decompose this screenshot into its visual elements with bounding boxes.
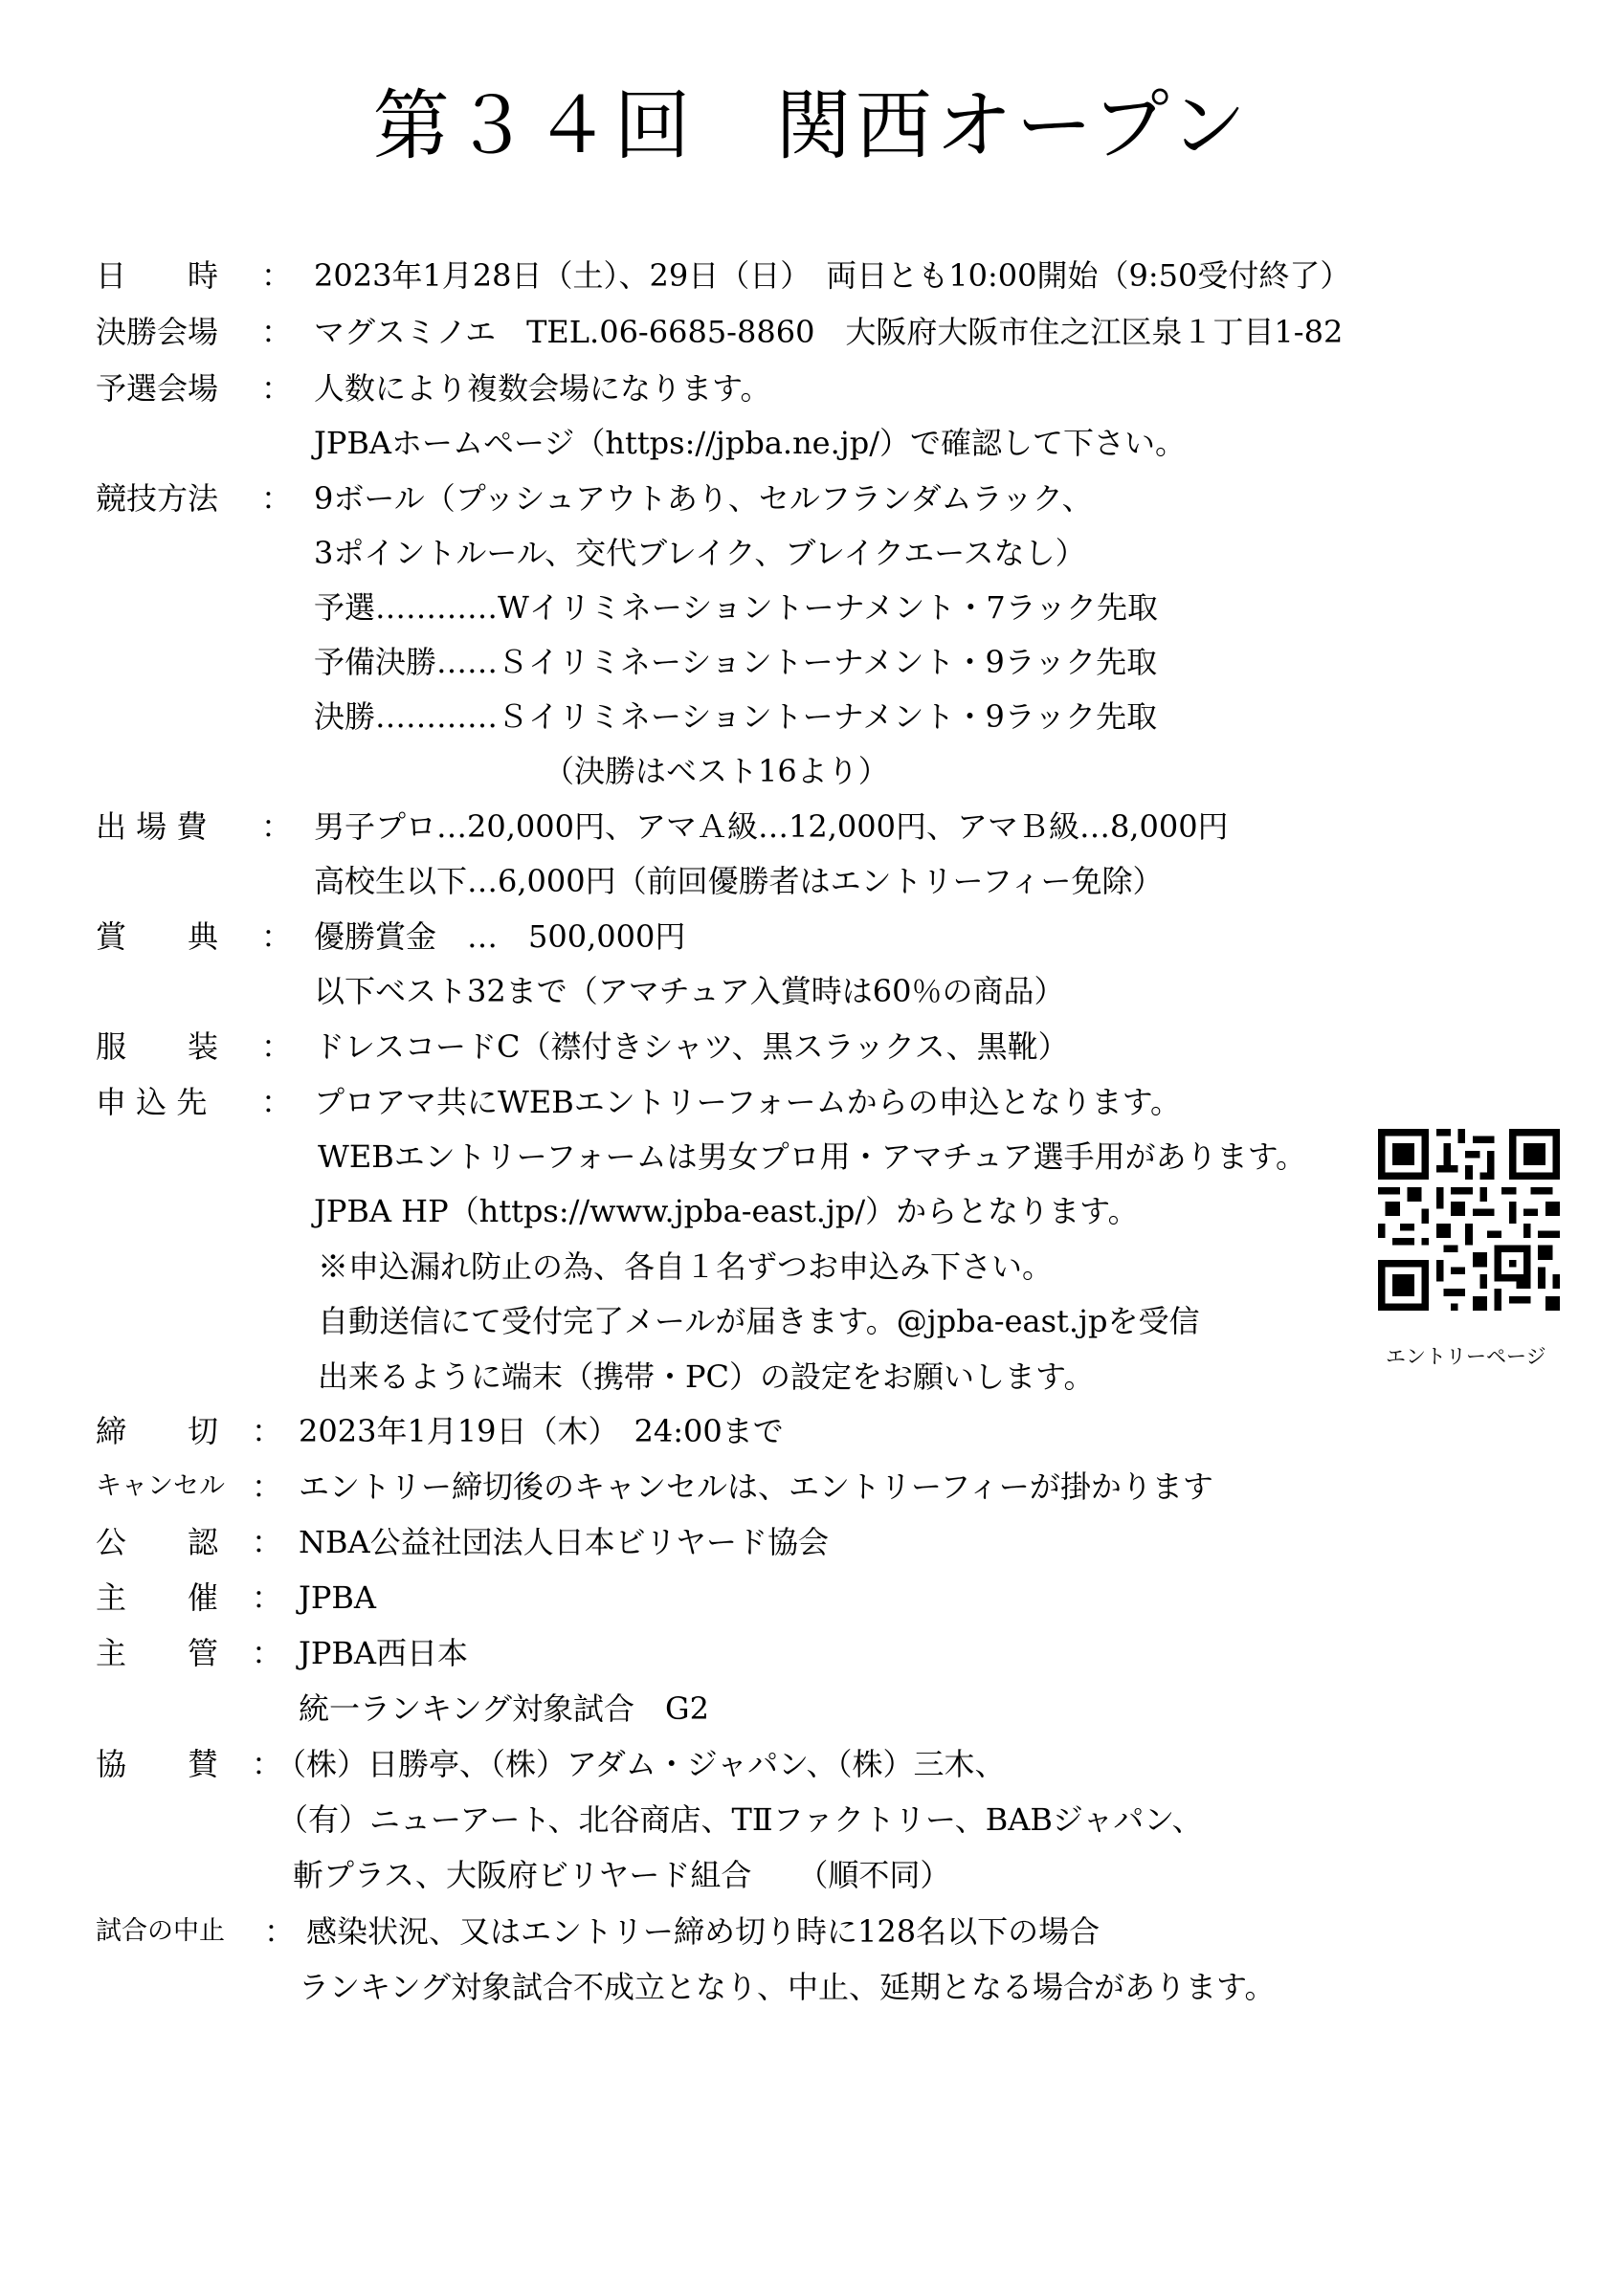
entry-fee-line: 男子プロ…20,000円、アマＡ級…12,000円、アマＢ級…8,000円	[314, 808, 1229, 845]
management-line: JPBA西日本	[299, 1635, 468, 1671]
sponsors-line: （株）日勝亭、（株）アダム・ジャパン、（株）三木、	[276, 1746, 1006, 1782]
competition-format-line: 予備決勝……Ｓイリミネーショントーナメント・9ラック先取	[314, 644, 1158, 680]
dress-code-label: 服 装	[96, 1028, 219, 1065]
sanction-value: NBA公益社団法人日本ビリヤード協会	[299, 1524, 829, 1560]
competition-format-line: 3ポイントルール、交代ブレイク、ブレイクエースなし）	[314, 535, 1086, 571]
qualifying-venue-label: 予選会場	[96, 370, 219, 407]
sponsors-line: 斬プラス、大阪府ビリヤード組合 （順不同）	[293, 1857, 951, 1893]
colon: ：	[252, 1579, 283, 1616]
competition-format-line: 9ボール（プッシュアウトあり、セルフランダムラック、	[314, 480, 1093, 517]
competition-format-line: 決勝…………Ｓイリミネーショントーナメント・9ラック先取	[314, 698, 1158, 735]
qr-code-icon[interactable]	[1378, 1129, 1560, 1311]
qualifying-venue-line: JPBAホームページ（https://jpba.ne.jp/）で確認して下さい。	[314, 425, 1186, 461]
entry-fee-label: 出 場 費	[96, 808, 208, 845]
match-cancellation-line: ランキング対象試合不成立となり、中止、延期となる場合があります。	[299, 1969, 1276, 2005]
dress-code-value: ドレスコードC（襟付きシャツ、黒スラックス、黒靴）	[314, 1028, 1069, 1065]
sanction-label: 公 認	[96, 1524, 219, 1560]
organizer-value: JPBA	[299, 1579, 376, 1616]
colon: ：	[261, 1028, 293, 1065]
application-line: ※申込漏れ防止の為、各自１名ずつお申込み下さい。	[318, 1248, 1054, 1285]
final-venue-value: マグスミノエ TEL.06-6685-8860 大阪府大阪市住之江区泉１丁目1-82	[314, 314, 1344, 350]
competition-format-label: 競技方法	[96, 480, 219, 517]
match-cancellation-label: 試合の中止	[96, 1916, 225, 1946]
competition-format-line: 予選…………Wイリミネーショントーナメント・7ラック先取	[314, 589, 1159, 626]
colon: ：	[252, 1746, 283, 1782]
qualifying-venue-line: 人数により複数会場になります。	[314, 370, 771, 407]
cancellation-value: エントリー締切後のキャンセルは、エントリーフィーが掛かります	[299, 1468, 1213, 1505]
colon: ：	[252, 1524, 283, 1560]
final-venue-label: 決勝会場	[96, 314, 219, 350]
sponsors-label: 協 賛	[96, 1746, 219, 1782]
prizes-line: 優勝賞金 … 500,000円	[314, 918, 686, 955]
colon: ：	[252, 1413, 283, 1449]
competition-format-line: （決勝はベスト16より）	[544, 753, 889, 789]
colon: ：	[261, 1084, 293, 1120]
organizer-label: 主 催	[96, 1579, 219, 1616]
qr-caption: エントリーページ	[1386, 1345, 1546, 1368]
application-line: 自動送信にて受付完了メールが届きます。@jpba-east.jpを受信	[318, 1303, 1200, 1339]
prizes-line: 以下ベスト32まで（アマチュア入賞時は60％の商品）	[314, 973, 1065, 1009]
management-line: 統一ランキング対象試合 G2	[299, 1690, 709, 1727]
page-title: 第３４回 関西オープン	[372, 81, 1251, 170]
application-line: WEBエントリーフォームは男女プロ用・アマチュア選手用があります。	[318, 1138, 1307, 1175]
cancellation-label: キャンセル	[96, 1471, 225, 1501]
prizes-label: 賞 典	[96, 918, 219, 955]
deadline-value: 2023年1月19日（木） 24:00まで	[299, 1413, 784, 1449]
schedule-value: 2023年1月28日（土）、29日（日） 両日とも10:00開始（9:50受付終了）	[314, 257, 1351, 294]
deadline-label: 締 切	[96, 1413, 219, 1449]
colon: ：	[252, 1468, 283, 1505]
application-label: 申 込 先	[96, 1084, 208, 1120]
colon: ：	[264, 1913, 296, 1950]
colon: ：	[261, 480, 293, 517]
application-line: 出来るように端末（携帯・PC）の設定をお願いします。	[318, 1358, 1095, 1395]
schedule-label: 日 時	[96, 257, 219, 294]
colon: ：	[261, 314, 293, 350]
colon: ：	[252, 1635, 283, 1671]
colon: ：	[261, 257, 293, 294]
application-line: JPBA HP（https://www.jpba-east.jp/）からとなります。	[314, 1193, 1139, 1229]
match-cancellation-line: 感染状況、又はエントリー締め切り時に128名以下の場合	[306, 1913, 1101, 1950]
sponsors-line: （有）ニューアート、北谷商店、TⅡファクトリー、BABジャパン、	[278, 1801, 1203, 1838]
management-label: 主 管	[96, 1635, 219, 1671]
colon: ：	[261, 370, 293, 407]
colon: ：	[261, 808, 293, 845]
colon: ：	[261, 918, 293, 955]
entry-fee-line: 高校生以下…6,000円（前回優勝者はエントリーフィー免除）	[314, 863, 1164, 899]
application-line: プロアマ共にWEBエントリーフォームからの申込となります。	[314, 1084, 1182, 1120]
